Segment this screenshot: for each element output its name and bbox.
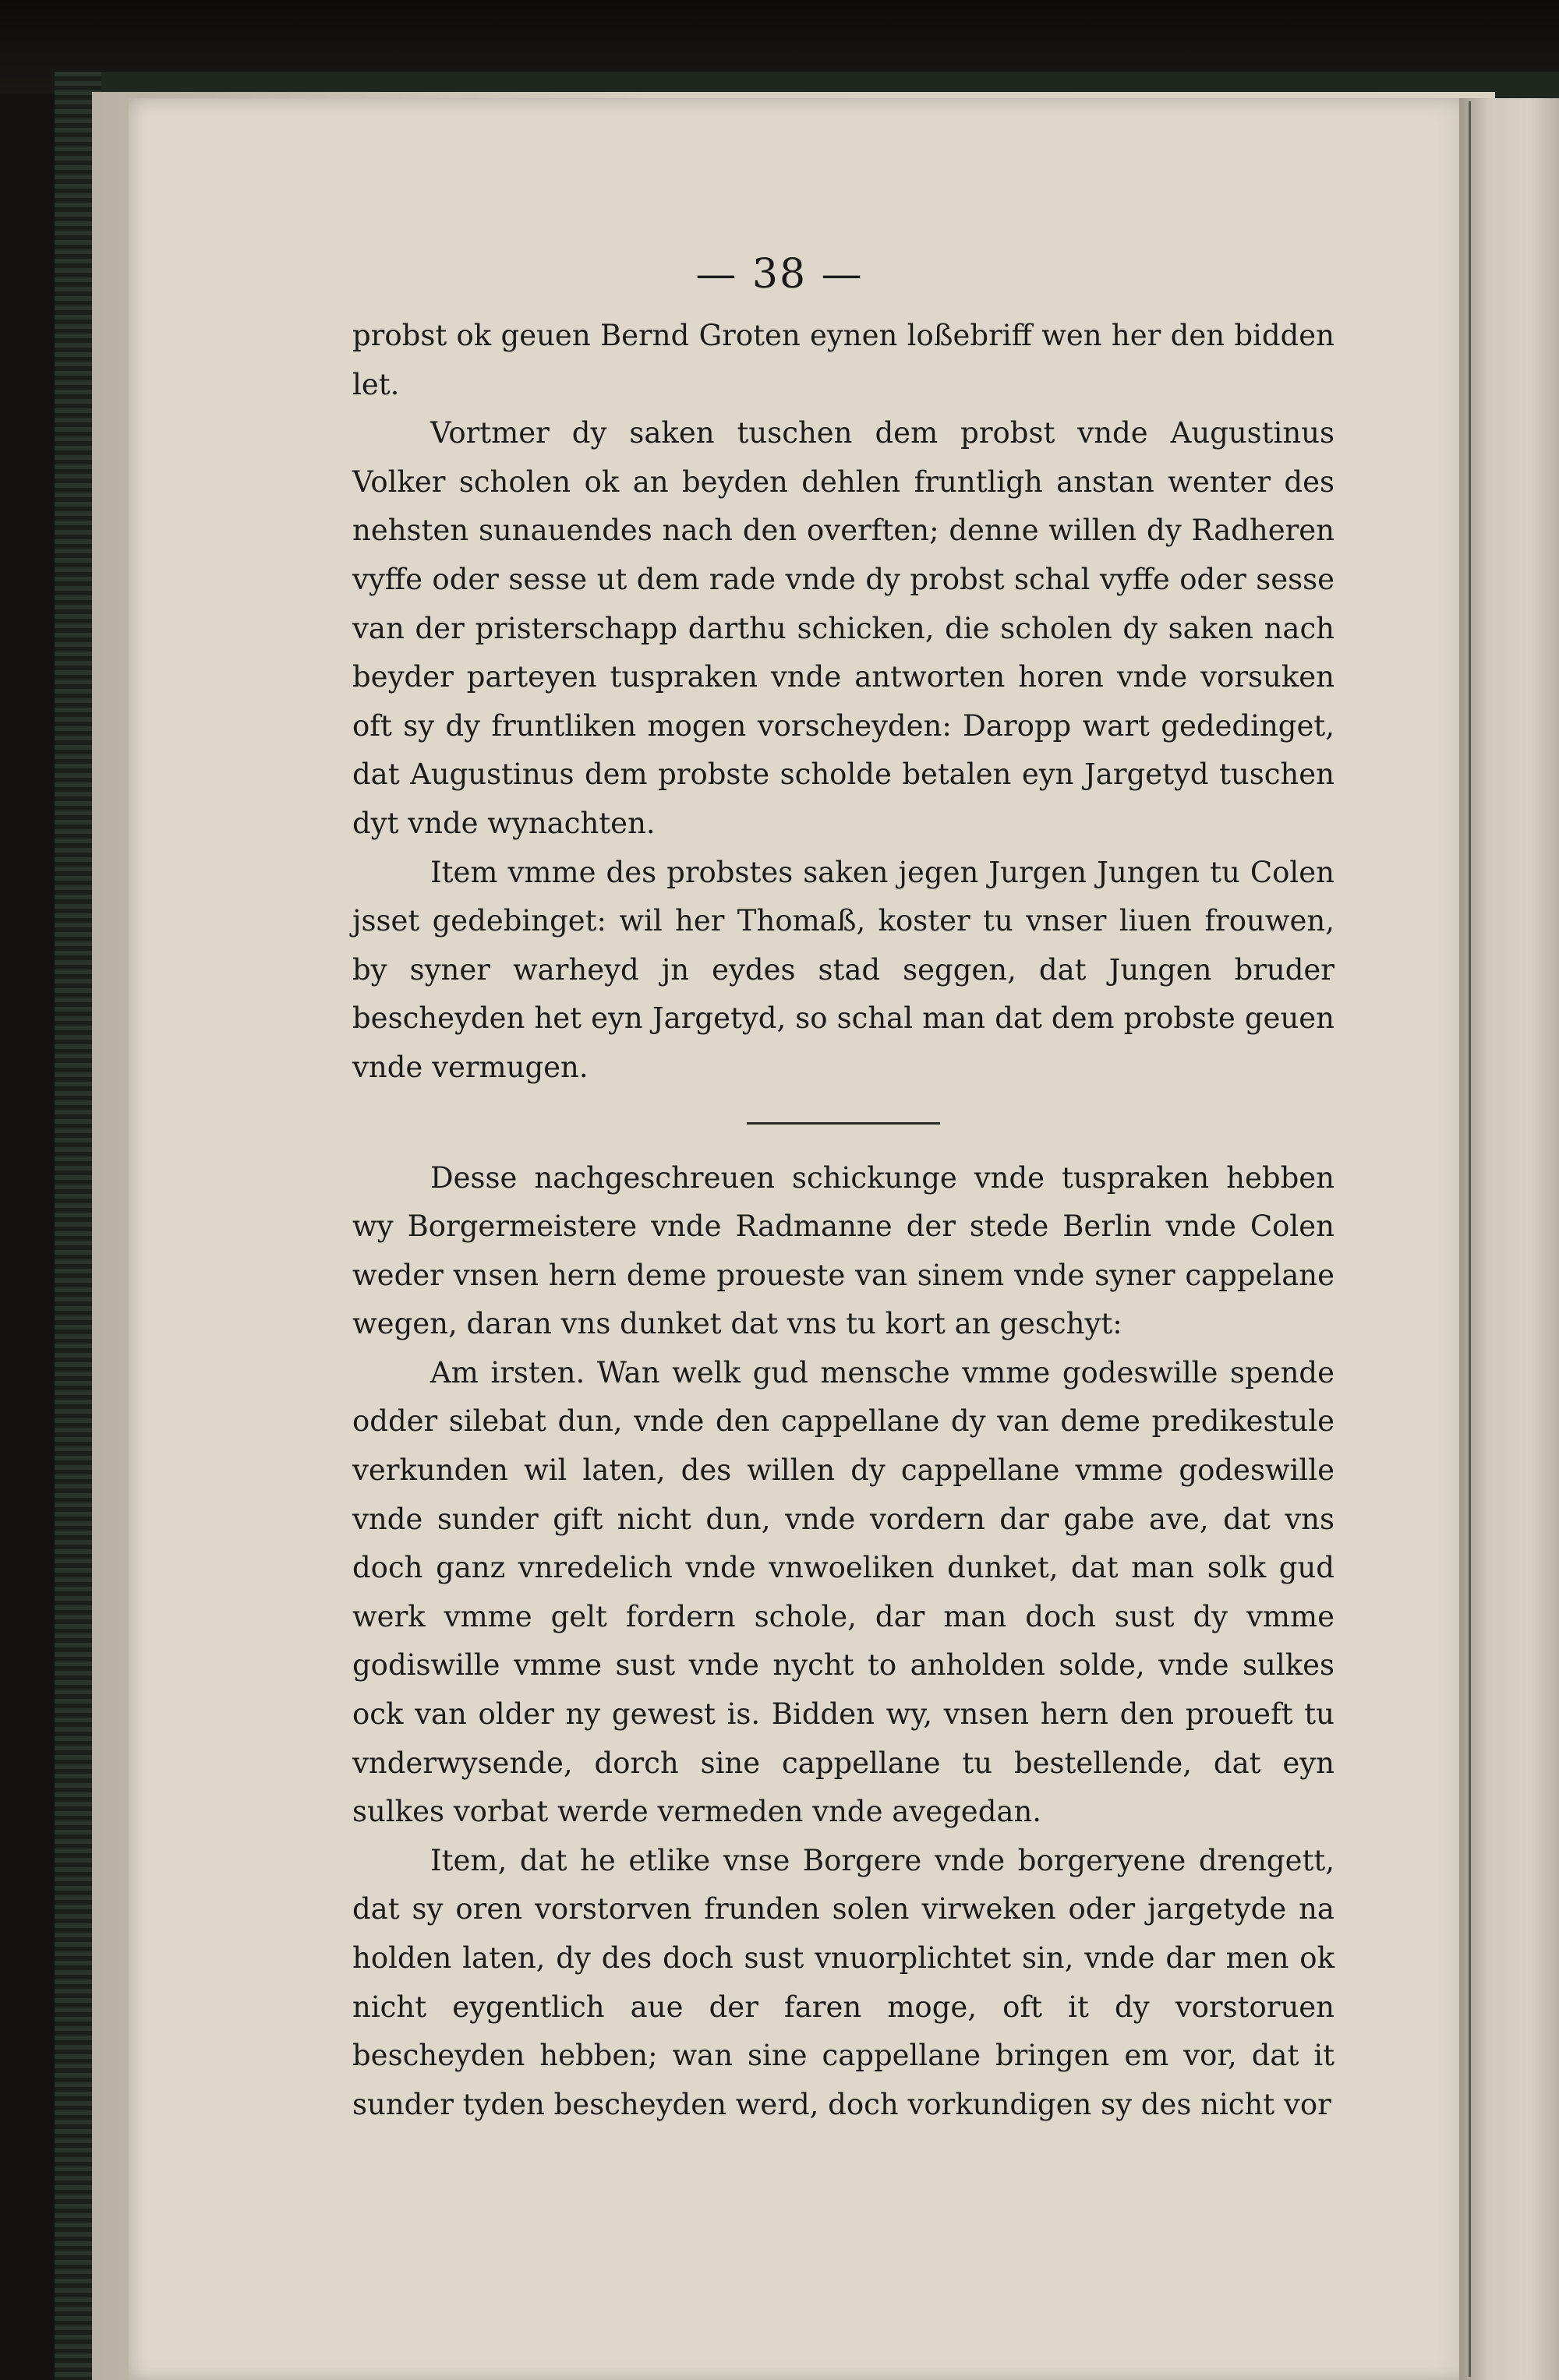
paragraph-1: probst ok geuen Bernd Groten eynen loßebriff wen her den bidden let. — [352, 319, 1335, 401]
paragraph-5: Am irsten. Wan welk gud mensche vmme godeswille spende odder silebat dun, vnde den cappellane dy van deme predikestule verkunden wil laten, des willen dy cappellane vmme godeswille vnde sunder gift nicht dun, vnde vordern dar gabe ave, dat vns doch ganz vnredelich vnde vnwoeliken dunket, dat man solk gud werk vmme gelt fordern schole, dar man doch sust dy vmme godiswille vmme sust vnde nycht to anholden solde, vnde sulkes ock van older ny gewest is. Bidden wy, vnsen hern den proueft tu vnderwysende, dorch sine cappellane tu bestellende, dat eyn sulkes vorbat werde vermeden vnde avegedan. — [352, 1355, 1335, 1829]
text-block — [352, 312, 1335, 2129]
page-number: — 38 — — [695, 251, 864, 298]
paragraph-4: Desse nachgeschreuen schickunge vnde tuspraken hebben wy Borgermeistere vnde Radmanne der stede Berlin vnde Colen weder vnsen hern deme proueste van sinem vnde syner cappelane wegen, daran vns dunket dat vns tu kort an geschyt: — [352, 1160, 1335, 1341]
paragraph-6: Item, dat he etlike vnse Borgere vnde borgeryene drengett, dat sy oren vorstorven frunden solen virweken oder jargetyde na holden laten, dy des doch sust vnuorplichtet sin, vnde dar men ok nicht eygentlich aue der faren moge, oft it dy vorstoruen bescheyden hebben; wan sine cappellane bringen em vor, dat it sunder tyden bescheyden werd, doch vorkundigen sy des nicht vor — [352, 1843, 1335, 2121]
section-divider — [747, 1122, 940, 1125]
paragraph-3: Item vmme des probstes saken jegen Jurgen Jungen tu Colen jsset gedebinget: wil her Thomaß, koster tu vnser liuen frouwen, by syner warheyd jn eydes stad seggen, dat Jungen bruder bescheyden het eyn Jargetyd, so schal man dat dem probste geuen vnde vermugen. — [352, 855, 1335, 1084]
book-gutter — [1459, 98, 1559, 2380]
paragraph-2: Vortmer dy saken tuschen dem probst vnde Augustinus Volker scholen ok an beyden dehlen fruntligh anstan wenter des nehsten sunauendes nach den overften; denne willen dy Radheren vyffe oder sesse ut dem rade vnde dy probst schal vyffe oder sesse van der pristerschapp darthu schicken, die scholen dy saken nach beyder parteyen tuspraken vnde antworten horen vnde vorsuken oft sy dy fruntliken mogen vorscheyden: Daropp wart gededinget, dat Augustinus dem probste scholde betalen eyn Jargetyd tuschen dyt vnde wynachten. — [352, 416, 1335, 840]
gutter-line — [1469, 101, 1471, 2377]
